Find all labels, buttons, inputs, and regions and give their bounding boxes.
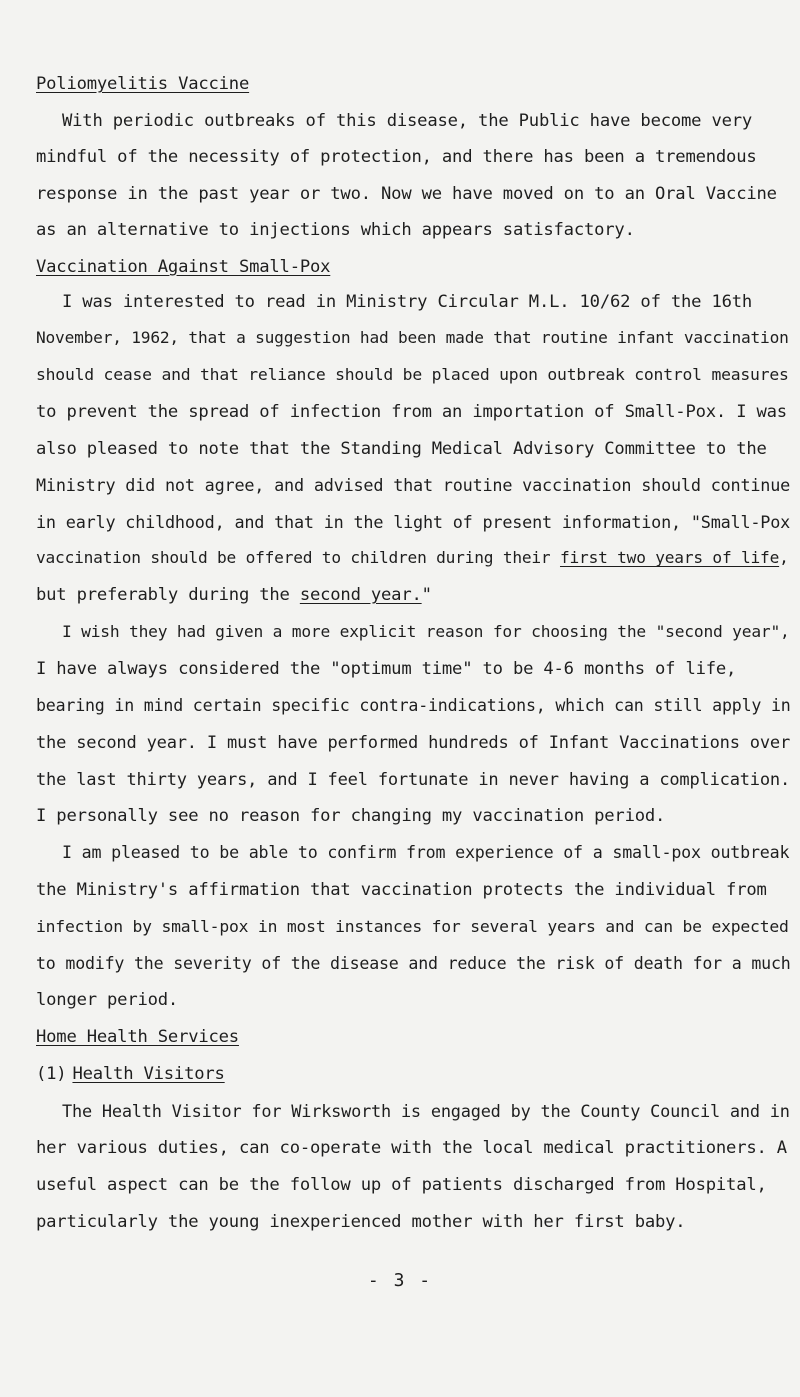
- home-line-3: useful aspect can be the follow up of patients discharged from Hospital,: [36, 1175, 767, 1195]
- home-line-1: The Health Visitor for Wirksworth is engaged by the County Council and in: [62, 1101, 790, 1121]
- polio-line-3: response in the past year or two. Now we have moved on to an Oral Vaccine: [36, 184, 777, 204]
- smallpox-line-9-end: ": [421, 585, 432, 605]
- subsection-number: (1): [36, 1064, 67, 1084]
- smallpox-line-17: the Ministry's affirmation that vaccination protects the individual from: [36, 880, 767, 900]
- polio-line-1: With periodic outbreaks of this disease, the Public have become very: [62, 111, 753, 131]
- smallpox-line-8-text: vaccination should be offered to children during their: [36, 548, 560, 567]
- health-visitors-title: Health Visitors: [72, 1064, 225, 1084]
- smallpox-line-3: should cease and that reliance should be placed upon outbreak control measures: [36, 365, 789, 384]
- smallpox-line-5: also pleased to note that the Standing Medical Advisory Committee to the: [36, 439, 767, 459]
- smallpox-line-2: November, 1962, that a suggestion had been made that routine infant vaccination: [36, 328, 789, 347]
- smallpox-line-13: the second year. I must have performed hundreds of Infant Vaccinations over: [36, 733, 791, 753]
- polio-line-4: as an alternative to injections which appears satisfactory.: [36, 220, 635, 240]
- smallpox-line-20: longer period.: [36, 990, 179, 1010]
- smallpox-line-8-end: ,: [779, 548, 789, 567]
- first-two-years-emphasis: first two years of life: [559, 548, 780, 567]
- smallpox-line-6: Ministry did not agree, and advised that routine vaccination should continue: [36, 475, 791, 495]
- smallpox-line-9-text: but preferably during the: [36, 585, 300, 605]
- home-health-heading: Home Health Services: [36, 1027, 239, 1047]
- page-number: - 3 -: [367, 1270, 433, 1291]
- second-year-emphasis: second year.: [299, 585, 422, 605]
- polio-heading: Poliomyelitis Vaccine: [36, 74, 250, 94]
- smallpox-line-15: I personally see no reason for changing my vaccination period.: [36, 806, 666, 826]
- home-line-2: her various duties, can co-operate with the local medical practitioners. A: [36, 1138, 787, 1158]
- smallpox-line-12: bearing in mind certain specific contra-indications, which can still apply in: [36, 696, 791, 715]
- smallpox-line-14: the last thirty years, and I feel fortunate in never having a complication.: [36, 770, 791, 790]
- smallpox-line-11: I have always considered the "optimum time" to be 4-6 months of life,: [36, 659, 737, 679]
- smallpox-line-7: in early childhood, and that in the light of present information, "Small-Pox: [36, 512, 791, 532]
- health-visitors-subheading: [36, 1064, 225, 1084]
- polio-line-2: mindful of the necessity of protection, and there has been a tremendous: [36, 147, 757, 167]
- smallpox-line-4: to prevent the spread of infection from an importation of Small-Pox. I was: [36, 402, 787, 422]
- smallpox-line-9: [36, 585, 432, 605]
- smallpox-line-1: I was interested to read in Ministry Circular M.L. 10/62 of the 16th: [62, 292, 753, 312]
- smallpox-line-16: I am pleased to be able to confirm from experience of a small-pox outbreak: [62, 843, 790, 862]
- home-line-4: particularly the young inexperienced mother with her first baby.: [36, 1212, 686, 1232]
- smallpox-heading: Vaccination Against Small-Pox: [36, 257, 331, 277]
- smallpox-line-19: to modify the severity of the disease and reduce the risk of death for a much: [36, 954, 791, 973]
- smallpox-line-10: I wish they had given a more explicit reason for choosing the "second year",: [62, 622, 790, 641]
- smallpox-line-18: infection by small-pox in most instances for several years and can be expected: [36, 917, 789, 936]
- smallpox-line-8: [36, 548, 789, 567]
